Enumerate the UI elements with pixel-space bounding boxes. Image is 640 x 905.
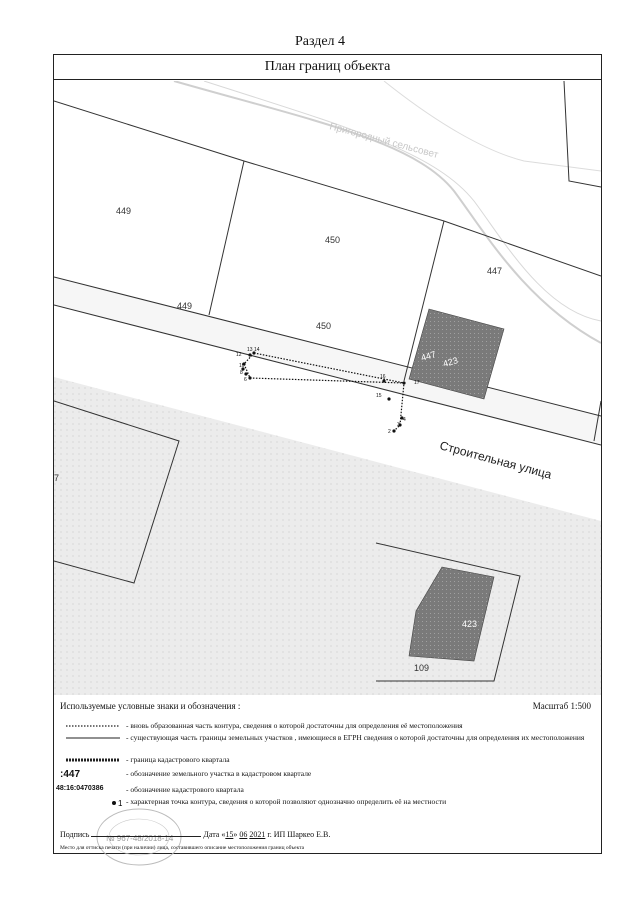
parcel-boundary <box>54 277 601 416</box>
quarter-symbol: 48:16:0470386 <box>56 785 104 792</box>
svg-text:1: 1 <box>118 799 123 808</box>
svg-text:3: 3 <box>397 422 400 428</box>
svg-text:14: 14 <box>254 347 260 353</box>
legend-title: Используемые условные знаки и обозначения : <box>60 701 241 711</box>
parcel-label: 109 <box>414 663 430 673</box>
parcel-symbol: :447 <box>60 769 81 780</box>
faded-label: Пригородный сельсовет <box>328 121 440 161</box>
parcel-label: 423 <box>462 619 478 629</box>
thin-line-icon <box>60 733 124 747</box>
legend-item: 1 - характерная точка контура, сведения о которой позволяют однозначно определить её на местности <box>54 797 601 811</box>
faded-road <box>174 81 601 343</box>
svg-text:15: 15 <box>376 393 382 399</box>
legend-item: :447 - обозначение земельного участка в кадастровом квартале <box>54 769 601 783</box>
legend-item: - граница кадастрового квартала <box>54 755 601 769</box>
svg-text:4: 4 <box>403 417 406 423</box>
parcel-label: 449 <box>116 206 132 216</box>
parcel-label: 450 <box>325 235 341 245</box>
stamp-footnote: Место для оттиска печати (при наличии) лица, составившего описание местоположения границ объекта <box>60 845 305 851</box>
thick-hatched-line-icon <box>60 755 124 769</box>
plan-title: План границ объекта <box>53 54 602 80</box>
legend <box>54 697 601 853</box>
cadastral-map <box>54 81 601 695</box>
parcel-boundary <box>564 81 601 187</box>
map-scale: Масштаб 1:500 <box>532 701 591 711</box>
svg-text:12: 12 <box>236 352 242 358</box>
svg-text:2: 2 <box>388 429 391 435</box>
parcel-boundary <box>54 81 601 276</box>
parcel-label: 7 <box>54 473 60 483</box>
parcel-label: 450 <box>316 321 332 331</box>
svg-text:6: 6 <box>244 377 247 383</box>
street-label: Строительная улица <box>438 438 554 482</box>
parcel-label: 447 <box>487 266 503 276</box>
legend-item: 48:16:0470386 - обозначение кадастрового квартала <box>54 785 601 799</box>
parcel-label: 423 <box>441 355 460 369</box>
parcel-label: 447 <box>419 349 438 363</box>
section-title: Раздел 4 <box>294 34 346 49</box>
parcel-label: 449 <box>177 301 193 311</box>
signature-row: Подпись Дата «15» 06 2021 г. ИП Шаркео Е.В. <box>60 830 331 839</box>
parcel-boundary <box>209 161 244 315</box>
svg-text:№ 967-48/2018-14: № 967-48/2018-14 <box>106 834 174 843</box>
road-area <box>54 377 601 695</box>
svg-text:10: 10 <box>239 363 245 369</box>
svg-text:16: 16 <box>380 374 386 380</box>
legend-item: - существующая часть границы земельных участков , имеющиеся в ЕГРН сведения о которой достаточны для определения их местоположения <box>54 733 601 753</box>
legend-item: - вновь образованная часть контура, сведения о которой достаточны для определения её местоположения <box>54 721 601 735</box>
faded-road <box>204 81 601 321</box>
svg-text:8: 8 <box>240 370 243 376</box>
svg-text:13: 13 <box>247 347 253 353</box>
svg-text:17: 17 <box>414 380 420 386</box>
